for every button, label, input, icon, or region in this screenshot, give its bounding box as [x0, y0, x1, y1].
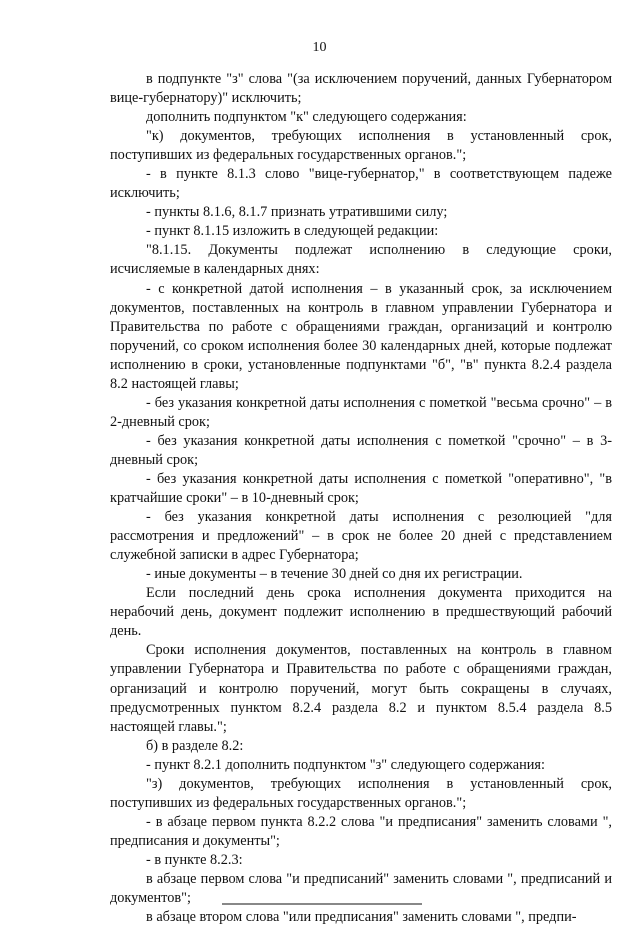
paragraph-17: - пункт 8.2.1 дополнить подпунктом "з" следующего содержания:	[146, 756, 545, 773]
paragraph-1: в подпункте "з" слова "(за исключением поручений, данных Губернатором вице-губернатору)" исключить;	[110, 71, 612, 107]
paragraph-13: - иные документы – в течение 30 дней со дня их регистрации.	[146, 566, 523, 583]
paragraph-10: - без указания конкретной даты исполнения с пометкой "срочно" – в 3-дневный срок;	[110, 432, 612, 468]
paragraph-3: "к) документов, требующих исполнения в установленный срок, поступивших из федеральных государственных органов.";	[110, 128, 612, 164]
paragraph-9: - без указания конкретной даты исполнения с пометкой "весьма срочно" – в 2-дневный срок;	[110, 394, 612, 430]
paragraph-11: - без указания конкретной даты исполнения с пометкой "оперативно", "в кратчайшие сроки" – в 10-дневный срок;	[110, 470, 612, 507]
paragraph-22: в абзаце втором слова "или предписания" заменить словами ", предпи-	[146, 909, 577, 926]
paragraph-15: Сроки исполнения документов, поставленных на контроль в главном управлении Губернатора и Правительства по работе с обращениями граждан, организаций и контролю поручений, могут быть сокращены в случаях, предусмотренных пунктом 8.2.4 раздела 8.2 и пунктом 8.5.4 раздела 8.5 настоящей главы.";	[110, 642, 612, 735]
paragraph-8: - с конкретной датой исполнения – в указанный срок, за исключением документов, поставленных на контроль в главном управлении Губернатора и Правительства по работе с обращениями граждан, организаций и контролю поручений, со сроком исполнения более 30 календарных дней, которые подлежат исполнению в сроки, установленные подпунктами "б", "в" пункта 8.2.4 раздела 8.2 настоящей главы;	[110, 280, 612, 392]
paragraph-12: - без указания конкретной даты исполнения с резолюцией "для рассмотрения и предложений" – в срок не более 20 дней с представлением служебной записки в адрес Губернатора;	[110, 509, 612, 564]
paragraph-7: "8.1.15. Документы подлежат исполнению в следующие сроки, исчисляемые в календарных днях:	[110, 242, 612, 278]
document-body	[110, 70, 612, 927]
paragraph-4: - в пункте 8.1.3 слово "вице-губернатор," в соответствующем падеже исключить;	[110, 166, 612, 202]
paragraph-6: - пункт 8.1.15 изложить в следующей редакции:	[146, 223, 439, 240]
paragraph-14: Если последний день срока исполнения документа приходится на нерабочий день, документ подлежит исполнению в предшествующий рабочий день.	[110, 585, 612, 640]
paragraph-2: дополнить подпунктом "к" следующего содержания:	[146, 109, 467, 126]
paragraph-16: б) в разделе 8.2:	[146, 737, 244, 754]
paragraph-20: - в пункте 8.2.3:	[146, 851, 243, 868]
page-number: 10	[312, 40, 327, 55]
paragraph-19: - в абзаце первом пункта 8.2.2 слова "и предписания" заменить словами ", предписания и документы";	[110, 813, 612, 849]
paragraph-18: "з) документов, требующих исполнения в установленный срок, поступивших из федеральных государственных органов.";	[110, 775, 612, 811]
paragraph-21: в абзаце первом слова "и предписаний" заменить словами ", предписаний и документов";	[110, 870, 612, 907]
paragraph-5: - пункты 8.1.6, 8.1.7 признать утратившими силу;	[146, 204, 448, 221]
